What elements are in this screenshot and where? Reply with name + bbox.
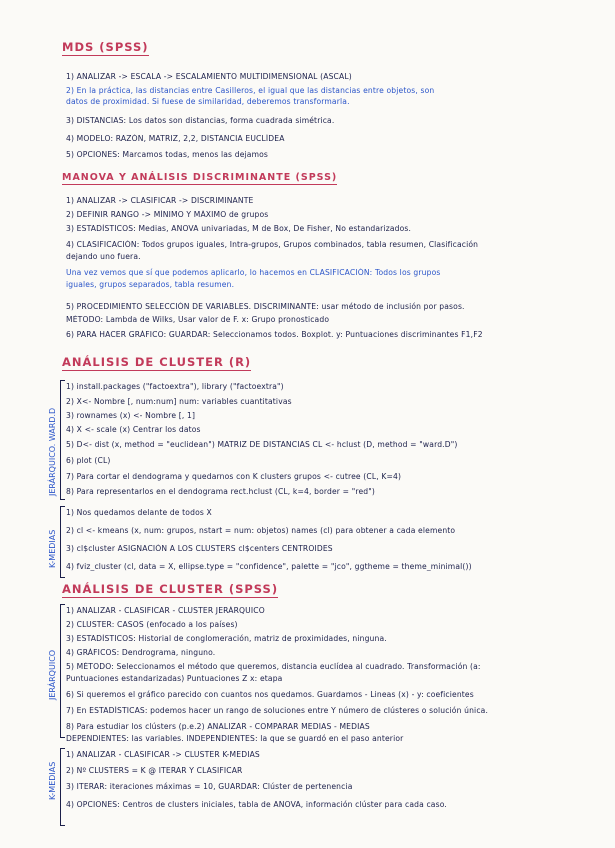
cluster-r-line-5: 5) D<- dist (x, method = "euclidean") MATRIZ DE DISTANCIAS CL <- hclust (D, method = "ward.D")	[66, 440, 458, 449]
section-title-cluster-spss: ANÁLISIS DE CLUSTER (SPSS)	[62, 582, 279, 596]
manova-line-3: 3) ESTADÍSTICOS: Medias, ANOVA univariadas, M de Box, De Fisher, No estandarizados.	[66, 224, 412, 233]
kmeans-r-bracket	[60, 506, 65, 578]
manova-line-8: 5) PROCEDIMIENTO SELECCIÓN DE VARIABLES. DISCRIMINANTE: usar método de inclusión por pasos.	[66, 302, 465, 311]
cluster-spss-line-10: DEPENDIENTES: las variables. INDEPENDIENTES: la que se guardó en el paso anterior	[66, 734, 404, 743]
cluster-spss-line-7: 6) Si queremos el gráfico parecido con cuantos nos quedamos. Guardamos - Lineas (x) - y: coeficientes	[66, 690, 474, 699]
mds-line-1: 1) ANALIZAR -> ESCALA -> ESCALAMIENTO MULTIDIMENSIONAL (ASCAL)	[66, 72, 352, 81]
manova-line-10: 6) PARA HACER GRÁFICO: GUARDAR: Seleccionamos todos. Boxplot. y: Puntuaciones discriminantes F1,F2	[66, 330, 483, 339]
cluster-r-line-6: 6) plot (CL)	[66, 456, 111, 465]
cluster-r-line-3: 3) rownames (x) <- Nombre [, 1]	[66, 411, 196, 420]
cluster-r-line-7: 7) Para cortar el dendograma y quedarnos con K clusters grupos <- cutree (CL, K=4)	[66, 472, 402, 481]
cluster-spss-line-4: 4) GRÁFICOS: Dendrograma, ninguno.	[66, 648, 216, 657]
cluster-spss-line-13: 3) ITERAR: iteraciones máximas = 10, GUARDAR: Clúster de pertenencia	[66, 782, 353, 791]
mds-line-5: 4) MODELO: RAZÓN, MATRIZ, 2,2, DISTANCIA EUCLÍDEA	[66, 134, 285, 143]
cluster-r-line-8: 8) Para representarlos en el dendograma rect.hclust (CL, k=4, border = "red")	[66, 487, 376, 496]
cluster-spss-line-5: 5) MÉTODO: Seleccionamos el método que queremos, distancia euclídea al cuadrado. Transformación (a:	[66, 662, 481, 671]
hierarchical-r-bracket	[60, 380, 65, 500]
cluster-spss-line-2: 2) CLUSTER: CASOS (enfocado a los países)	[66, 620, 238, 629]
manova-line-7: iguales, grupos separados, tabla resumen.	[66, 280, 235, 289]
mds-line-4: 3) DISTANCIAS: Los datos son distancias, forma cuadrada simétrica.	[66, 116, 335, 125]
cluster-spss-line-6: Puntuaciones estandarizadas) Puntuaciones Z x: etapa	[66, 674, 283, 683]
manova-line-6: Una vez vemos que sí que podemos aplicarlo, lo hacemos en CLASIFICACIÓN: Todos los grupos	[66, 268, 441, 277]
manova-line-5: dejando uno fuera.	[66, 252, 141, 261]
manova-line-1: 1) ANALIZAR -> CLASIFICAR -> DISCRIMINANTE	[66, 196, 254, 205]
cluster-spss-line-3: 3) ESTADÍSTICOS: Historial de conglomeración, matriz de proximidades, ninguna.	[66, 634, 387, 643]
side-label-kmedias-spss: K-MEDIAS	[48, 761, 57, 800]
mds-line-6: 5) OPCIONES: Marcamos todas, menos las dejamos	[66, 150, 269, 159]
cluster-spss-line-12: 2) Nº CLUSTERS = K @ ITERAR Y CLASIFICAR	[66, 766, 243, 775]
cluster-r-line-1: 1) install.packages ("factoextra"), library ("factoextra")	[66, 382, 284, 391]
cluster-r-line-4: 4) X <- scale (x) Centrar los datos	[66, 425, 201, 434]
cluster-spss-line-1: 1) ANALIZAR - CLASIFICAR - CLUSTER JERÁRQUICO	[66, 606, 265, 615]
cluster-r-line-10: 2) cl <- kmeans (x, num: grupos, nstart = num: objetos) names (cl) para obtener a cada elemento	[66, 526, 456, 535]
manova-line-4: 4) CLASIFICACIÓN: Todos grupos iguales, Intra-grupos, Grupos combinados, tabla resumen, Clasificación	[66, 240, 479, 249]
section-title-cluster-r: ANÁLISIS DE CLUSTER (R)	[62, 355, 252, 369]
cluster-r-line-2: 2) X<- Nombre [, num:num] num: variables cuantitativas	[66, 397, 292, 406]
cluster-spss-line-9: 8) Para estudiar los clústers (p.e.2) ANALIZAR - COMPARAR MEDIAS - MEDIAS	[66, 722, 370, 731]
cluster-spss-line-8: 7) En ESTADÍSTICAS: podemos hacer un rango de soluciones entre Y número de clústeres o solución única.	[66, 706, 489, 715]
cluster-r-line-12: 4) fviz_cluster (cl, data = X, ellipse.type = "confidence", palette = "jco", ggtheme = theme_minimal())	[66, 562, 472, 571]
mds-line-2: 2) En la práctica, las distancias entre Casilleros, el igual que las distancias entre objetos, son	[66, 86, 435, 95]
mds-line-3: datos de proximidad. Si fuese de similaridad, deberemos transformarla.	[66, 97, 350, 106]
section-title-manova: MANOVA Y ANÁLISIS DISCRIMINANTE (SPSS)	[62, 172, 338, 183]
side-label-jerarquico-spss: JERÁRQUICO	[48, 649, 57, 700]
section-title-mds: MDS (SPSS)	[62, 40, 149, 54]
cluster-spss-line-11: 1) ANALIZAR - CLASIFICAR -> CLUSTER K-MEDIAS	[66, 750, 260, 759]
manova-line-2: 2) DEFINIR RANGO -> MÍNIMO Y MÁXIMO de grupos	[66, 210, 269, 219]
kmeans-spss-bracket	[60, 748, 65, 826]
cluster-r-line-9: 1) Nos quedamos delante de todos X	[66, 508, 212, 517]
manova-line-9: MÉTODO: Lambda de Wilks, Usar valor de F. x: Grupo pronosticado	[66, 315, 330, 324]
hierarchical-spss-bracket	[60, 604, 65, 738]
side-label-kmedias-r: K-MEDIAS	[48, 529, 57, 568]
cluster-spss-line-14: 4) OPCIONES: Centros de clusters iniciales, tabla de ANOVA, información clúster para cada caso.	[66, 800, 447, 809]
side-label-jerarquico-r: JERÁRQUICO. WARD.D	[48, 407, 57, 496]
cluster-r-line-11: 3) cl$cluster ASIGNACIÓN A LOS CLUSTERS cl$centers CENTROIDES	[66, 544, 333, 553]
